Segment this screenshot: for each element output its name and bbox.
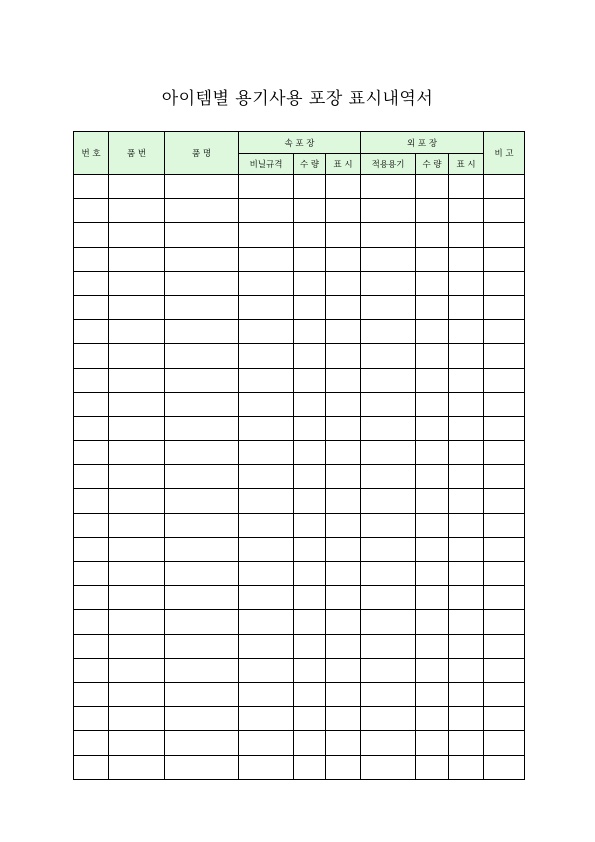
table-cell[interactable] <box>165 610 239 634</box>
table-cell[interactable] <box>239 513 294 537</box>
table-cell[interactable] <box>239 271 294 295</box>
table-row <box>74 416 525 440</box>
table-cell[interactable] <box>416 707 449 731</box>
table-cell[interactable] <box>239 416 294 440</box>
table-cell[interactable] <box>361 247 416 271</box>
table-cell[interactable] <box>239 610 294 634</box>
table-cell[interactable] <box>484 320 525 344</box>
table-cell[interactable] <box>109 658 165 682</box>
table-cell[interactable] <box>484 586 525 610</box>
table-cell[interactable] <box>294 271 326 295</box>
table-row <box>74 586 525 610</box>
table-cell[interactable] <box>326 562 361 586</box>
table-row <box>74 223 525 247</box>
table-cell[interactable] <box>484 755 525 779</box>
table-cell[interactable] <box>326 247 361 271</box>
table-row <box>74 344 525 368</box>
table-cell[interactable] <box>165 368 239 392</box>
table-cell[interactable] <box>109 682 165 706</box>
table-cell[interactable] <box>449 320 484 344</box>
table-cell[interactable] <box>416 368 449 392</box>
table-cell[interactable] <box>484 537 525 561</box>
table-cell[interactable] <box>239 441 294 465</box>
table-cell[interactable] <box>294 344 326 368</box>
table-cell[interactable] <box>165 320 239 344</box>
table-cell[interactable] <box>239 562 294 586</box>
table-cell[interactable] <box>165 682 239 706</box>
subheader-outer-quantity: 수 량 <box>416 154 449 175</box>
header-number: 번 호 <box>74 132 109 175</box>
table-cell[interactable] <box>239 223 294 247</box>
table-cell[interactable] <box>294 513 326 537</box>
table-cell[interactable] <box>239 537 294 561</box>
table-cell[interactable] <box>361 295 416 319</box>
table-cell[interactable] <box>449 416 484 440</box>
table-cell[interactable] <box>416 416 449 440</box>
table-cell[interactable] <box>449 271 484 295</box>
table-cell[interactable] <box>74 465 109 489</box>
table-cell[interactable] <box>109 271 165 295</box>
table-cell[interactable] <box>326 175 361 199</box>
table-row <box>74 247 525 271</box>
table-cell[interactable] <box>109 247 165 271</box>
table-cell[interactable] <box>74 199 109 223</box>
table-cell[interactable] <box>74 271 109 295</box>
table-cell[interactable] <box>449 441 484 465</box>
document-title: 아이템별 용기사용 포장 표시내역서 <box>161 89 434 109</box>
table-cell[interactable] <box>294 320 326 344</box>
table-cell[interactable] <box>416 465 449 489</box>
table-cell[interactable] <box>165 465 239 489</box>
table-cell[interactable] <box>416 658 449 682</box>
subheader-outer-marking: 표 시 <box>449 154 484 175</box>
table-row <box>74 731 525 755</box>
table-cell[interactable] <box>294 247 326 271</box>
table-cell[interactable] <box>74 634 109 658</box>
table-cell[interactable] <box>484 295 525 319</box>
table-cell[interactable] <box>165 489 239 513</box>
table-cell[interactable] <box>484 513 525 537</box>
table-cell[interactable] <box>109 465 165 489</box>
table-cell[interactable] <box>109 562 165 586</box>
table-cell[interactable] <box>484 610 525 634</box>
table-cell[interactable] <box>416 610 449 634</box>
table-cell[interactable] <box>109 368 165 392</box>
table-cell[interactable] <box>239 368 294 392</box>
table-cell[interactable] <box>239 682 294 706</box>
table-cell[interactable] <box>449 707 484 731</box>
table-row <box>74 465 525 489</box>
table-cell[interactable] <box>416 755 449 779</box>
table-cell[interactable] <box>239 658 294 682</box>
table-cell[interactable] <box>416 489 449 513</box>
table-cell[interactable] <box>361 634 416 658</box>
table-cell[interactable] <box>361 537 416 561</box>
table-cell[interactable] <box>326 465 361 489</box>
table-cell[interactable] <box>294 175 326 199</box>
table-cell[interactable] <box>109 634 165 658</box>
table-cell[interactable] <box>449 175 484 199</box>
table-cell[interactable] <box>165 755 239 779</box>
table-row <box>74 634 525 658</box>
table-cell[interactable] <box>484 731 525 755</box>
table-cell[interactable] <box>416 634 449 658</box>
table-cell[interactable] <box>109 731 165 755</box>
table-cell[interactable] <box>74 368 109 392</box>
table-cell[interactable] <box>361 271 416 295</box>
table-row <box>74 489 525 513</box>
table-cell[interactable] <box>294 199 326 223</box>
table-cell[interactable] <box>326 441 361 465</box>
table-cell[interactable] <box>74 223 109 247</box>
table-cell[interactable] <box>361 755 416 779</box>
table-cell[interactable] <box>294 610 326 634</box>
table-cell[interactable] <box>74 658 109 682</box>
table-cell[interactable] <box>326 513 361 537</box>
table-cell[interactable] <box>74 247 109 271</box>
table-cell[interactable] <box>361 320 416 344</box>
table-cell[interactable] <box>326 755 361 779</box>
table-cell[interactable] <box>484 223 525 247</box>
table-cell[interactable] <box>449 247 484 271</box>
table-cell[interactable] <box>74 513 109 537</box>
table-row <box>74 513 525 537</box>
table-cell[interactable] <box>239 465 294 489</box>
table-cell[interactable] <box>416 392 449 416</box>
table-cell[interactable] <box>109 223 165 247</box>
table-cell[interactable] <box>416 682 449 706</box>
table-row <box>74 320 525 344</box>
table-cell[interactable] <box>239 175 294 199</box>
table-cell[interactable] <box>74 441 109 465</box>
table-cell[interactable] <box>361 392 416 416</box>
table-cell[interactable] <box>326 295 361 319</box>
table-cell[interactable] <box>484 344 525 368</box>
table-cell[interactable] <box>109 610 165 634</box>
table-cell[interactable] <box>361 731 416 755</box>
table-cell[interactable] <box>74 416 109 440</box>
header-outer-packaging: 외 포 장 <box>361 132 484 154</box>
table-cell[interactable] <box>294 755 326 779</box>
table-cell[interactable] <box>239 320 294 344</box>
table-cell[interactable] <box>416 320 449 344</box>
table-cell[interactable] <box>74 392 109 416</box>
table-row <box>74 199 525 223</box>
table-cell[interactable] <box>326 731 361 755</box>
table-cell[interactable] <box>361 610 416 634</box>
table-cell[interactable] <box>74 175 109 199</box>
table-cell[interactable] <box>294 562 326 586</box>
table-row <box>74 537 525 561</box>
table-row <box>74 707 525 731</box>
table-cell[interactable] <box>326 610 361 634</box>
table-cell[interactable] <box>326 586 361 610</box>
table-cell[interactable] <box>326 223 361 247</box>
table-cell[interactable] <box>239 344 294 368</box>
table-cell[interactable] <box>416 295 449 319</box>
table-cell[interactable] <box>239 392 294 416</box>
table-cell[interactable] <box>449 755 484 779</box>
table-row <box>74 682 525 706</box>
subheader-inner-quantity: 수 량 <box>294 154 326 175</box>
table-cell[interactable] <box>484 465 525 489</box>
table-row <box>74 392 525 416</box>
table-cell[interactable] <box>449 223 484 247</box>
table-cell[interactable] <box>326 537 361 561</box>
table-cell[interactable] <box>109 344 165 368</box>
table-cell[interactable] <box>294 682 326 706</box>
table-cell[interactable] <box>74 586 109 610</box>
table-cell[interactable] <box>416 199 449 223</box>
table-cell[interactable] <box>361 682 416 706</box>
table-cell[interactable] <box>449 513 484 537</box>
table-cell[interactable] <box>326 392 361 416</box>
table-cell[interactable] <box>416 441 449 465</box>
table-cell[interactable] <box>326 199 361 223</box>
table-cell[interactable] <box>165 513 239 537</box>
table-cell[interactable] <box>361 562 416 586</box>
table-cell[interactable] <box>239 707 294 731</box>
table-cell[interactable] <box>326 344 361 368</box>
table-cell[interactable] <box>165 271 239 295</box>
table-cell[interactable] <box>484 562 525 586</box>
table-cell[interactable] <box>484 175 525 199</box>
table-cell[interactable] <box>165 441 239 465</box>
table-cell[interactable] <box>74 707 109 731</box>
table-cell[interactable] <box>484 707 525 731</box>
table-cell[interactable] <box>74 344 109 368</box>
table-cell[interactable] <box>326 682 361 706</box>
table-cell[interactable] <box>361 223 416 247</box>
table-cell[interactable] <box>361 586 416 610</box>
table-cell[interactable] <box>416 247 449 271</box>
table-cell[interactable] <box>109 392 165 416</box>
table-cell[interactable] <box>326 658 361 682</box>
table-cell[interactable] <box>109 537 165 561</box>
table-cell[interactable] <box>239 295 294 319</box>
table-cell[interactable] <box>74 755 109 779</box>
table-cell[interactable] <box>449 392 484 416</box>
table-cell[interactable] <box>239 247 294 271</box>
table-cell[interactable] <box>74 537 109 561</box>
table-cell[interactable] <box>484 392 525 416</box>
table-cell[interactable] <box>109 489 165 513</box>
table-cell[interactable] <box>484 489 525 513</box>
table-cell[interactable] <box>294 537 326 561</box>
table-cell[interactable] <box>294 223 326 247</box>
header-item-name: 품 명 <box>165 132 239 175</box>
header-item-no: 품 번 <box>109 132 165 175</box>
table-cell[interactable] <box>165 199 239 223</box>
table-cell[interactable] <box>165 247 239 271</box>
table-cell[interactable] <box>294 586 326 610</box>
subheader-container: 적용용기 <box>361 154 416 175</box>
table-row <box>74 441 525 465</box>
table-cell[interactable] <box>294 489 326 513</box>
table-cell[interactable] <box>109 295 165 319</box>
table-cell[interactable] <box>484 634 525 658</box>
table-cell[interactable] <box>484 441 525 465</box>
table-cell[interactable] <box>449 658 484 682</box>
table-cell[interactable] <box>165 707 239 731</box>
table-cell[interactable] <box>361 465 416 489</box>
table-cell[interactable] <box>239 199 294 223</box>
table-cell[interactable] <box>416 271 449 295</box>
table-cell[interactable] <box>109 199 165 223</box>
table-cell[interactable] <box>109 707 165 731</box>
table-cell[interactable] <box>165 295 239 319</box>
table-cell[interactable] <box>484 271 525 295</box>
table-cell[interactable] <box>294 658 326 682</box>
table-row <box>74 755 525 779</box>
table-cell[interactable] <box>416 562 449 586</box>
table-cell[interactable] <box>361 175 416 199</box>
table-cell[interactable] <box>326 320 361 344</box>
table-cell[interactable] <box>109 755 165 779</box>
table-cell[interactable] <box>326 271 361 295</box>
table-cell[interactable] <box>484 247 525 271</box>
table-cell[interactable] <box>484 416 525 440</box>
table-cell[interactable] <box>294 731 326 755</box>
table-cell[interactable] <box>294 634 326 658</box>
table-cell[interactable] <box>361 707 416 731</box>
table-cell[interactable] <box>361 416 416 440</box>
table-cell[interactable] <box>109 441 165 465</box>
table-cell[interactable] <box>361 513 416 537</box>
table-cell[interactable] <box>326 368 361 392</box>
table-cell[interactable] <box>165 392 239 416</box>
table-cell[interactable] <box>294 416 326 440</box>
header-inner-packaging: 속 포 장 <box>239 132 361 154</box>
table-cell[interactable] <box>74 562 109 586</box>
table-cell[interactable] <box>326 489 361 513</box>
table-cell[interactable] <box>109 320 165 344</box>
table-cell[interactable] <box>449 465 484 489</box>
table-cell[interactable] <box>449 537 484 561</box>
table-cell[interactable] <box>74 489 109 513</box>
table-row <box>74 368 525 392</box>
table-cell[interactable] <box>449 344 484 368</box>
table-cell[interactable] <box>449 610 484 634</box>
table-row <box>74 295 525 319</box>
table-cell[interactable] <box>74 682 109 706</box>
table-cell[interactable] <box>165 344 239 368</box>
table-row <box>74 175 525 199</box>
table-cell[interactable] <box>449 489 484 513</box>
table-cell[interactable] <box>416 537 449 561</box>
table-row <box>74 610 525 634</box>
table-cell[interactable] <box>361 441 416 465</box>
table-row <box>74 658 525 682</box>
table-cell[interactable] <box>416 223 449 247</box>
table-cell[interactable] <box>239 489 294 513</box>
packaging-table <box>73 131 525 780</box>
table-cell[interactable] <box>294 441 326 465</box>
table-cell[interactable] <box>326 707 361 731</box>
table-cell[interactable] <box>74 731 109 755</box>
table-cell[interactable] <box>449 562 484 586</box>
table-cell[interactable] <box>416 731 449 755</box>
table-cell[interactable] <box>416 175 449 199</box>
table-cell[interactable] <box>294 465 326 489</box>
table-cell[interactable] <box>109 586 165 610</box>
table-cell[interactable] <box>484 368 525 392</box>
table-cell[interactable] <box>484 199 525 223</box>
table-cell[interactable] <box>165 586 239 610</box>
table-cell[interactable] <box>326 634 361 658</box>
table-cell[interactable] <box>361 658 416 682</box>
table-cell[interactable] <box>74 610 109 634</box>
table-cell[interactable] <box>361 368 416 392</box>
table-cell[interactable] <box>449 199 484 223</box>
table-cell[interactable] <box>449 634 484 658</box>
table-cell[interactable] <box>361 344 416 368</box>
table-cell[interactable] <box>294 368 326 392</box>
table-cell[interactable] <box>416 344 449 368</box>
table-cell[interactable] <box>449 295 484 319</box>
table-cell[interactable] <box>165 731 239 755</box>
table-cell[interactable] <box>165 562 239 586</box>
table-cell[interactable] <box>484 682 525 706</box>
table-cell[interactable] <box>165 223 239 247</box>
table-cell[interactable] <box>361 199 416 223</box>
table-cell[interactable] <box>165 537 239 561</box>
table-cell[interactable] <box>294 295 326 319</box>
table-cell[interactable] <box>239 634 294 658</box>
subheader-inner-marking: 표 시 <box>326 154 361 175</box>
table-cell[interactable] <box>484 658 525 682</box>
table-cell[interactable] <box>416 513 449 537</box>
table-cell[interactable] <box>239 731 294 755</box>
table-row <box>74 562 525 586</box>
table-cell[interactable] <box>74 295 109 319</box>
table-cell[interactable] <box>74 320 109 344</box>
table-cell[interactable] <box>294 392 326 416</box>
table-cell[interactable] <box>109 416 165 440</box>
table-cell[interactable] <box>361 489 416 513</box>
table-cell[interactable] <box>165 634 239 658</box>
table-cell[interactable] <box>109 513 165 537</box>
table-row <box>74 271 525 295</box>
table-cell[interactable] <box>449 586 484 610</box>
table-cell[interactable] <box>449 682 484 706</box>
table-cell[interactable] <box>294 707 326 731</box>
header-remarks: 비 고 <box>484 132 525 175</box>
table-cell[interactable] <box>165 175 239 199</box>
table-cell[interactable] <box>239 755 294 779</box>
table-cell[interactable] <box>449 368 484 392</box>
table-cell[interactable] <box>239 586 294 610</box>
table-cell[interactable] <box>109 175 165 199</box>
table-cell[interactable] <box>416 586 449 610</box>
subheader-vinyl-spec: 비닐규격 <box>239 154 294 175</box>
table-cell[interactable] <box>326 416 361 440</box>
table-cell[interactable] <box>449 731 484 755</box>
table-cell[interactable] <box>165 658 239 682</box>
table-cell[interactable] <box>165 416 239 440</box>
